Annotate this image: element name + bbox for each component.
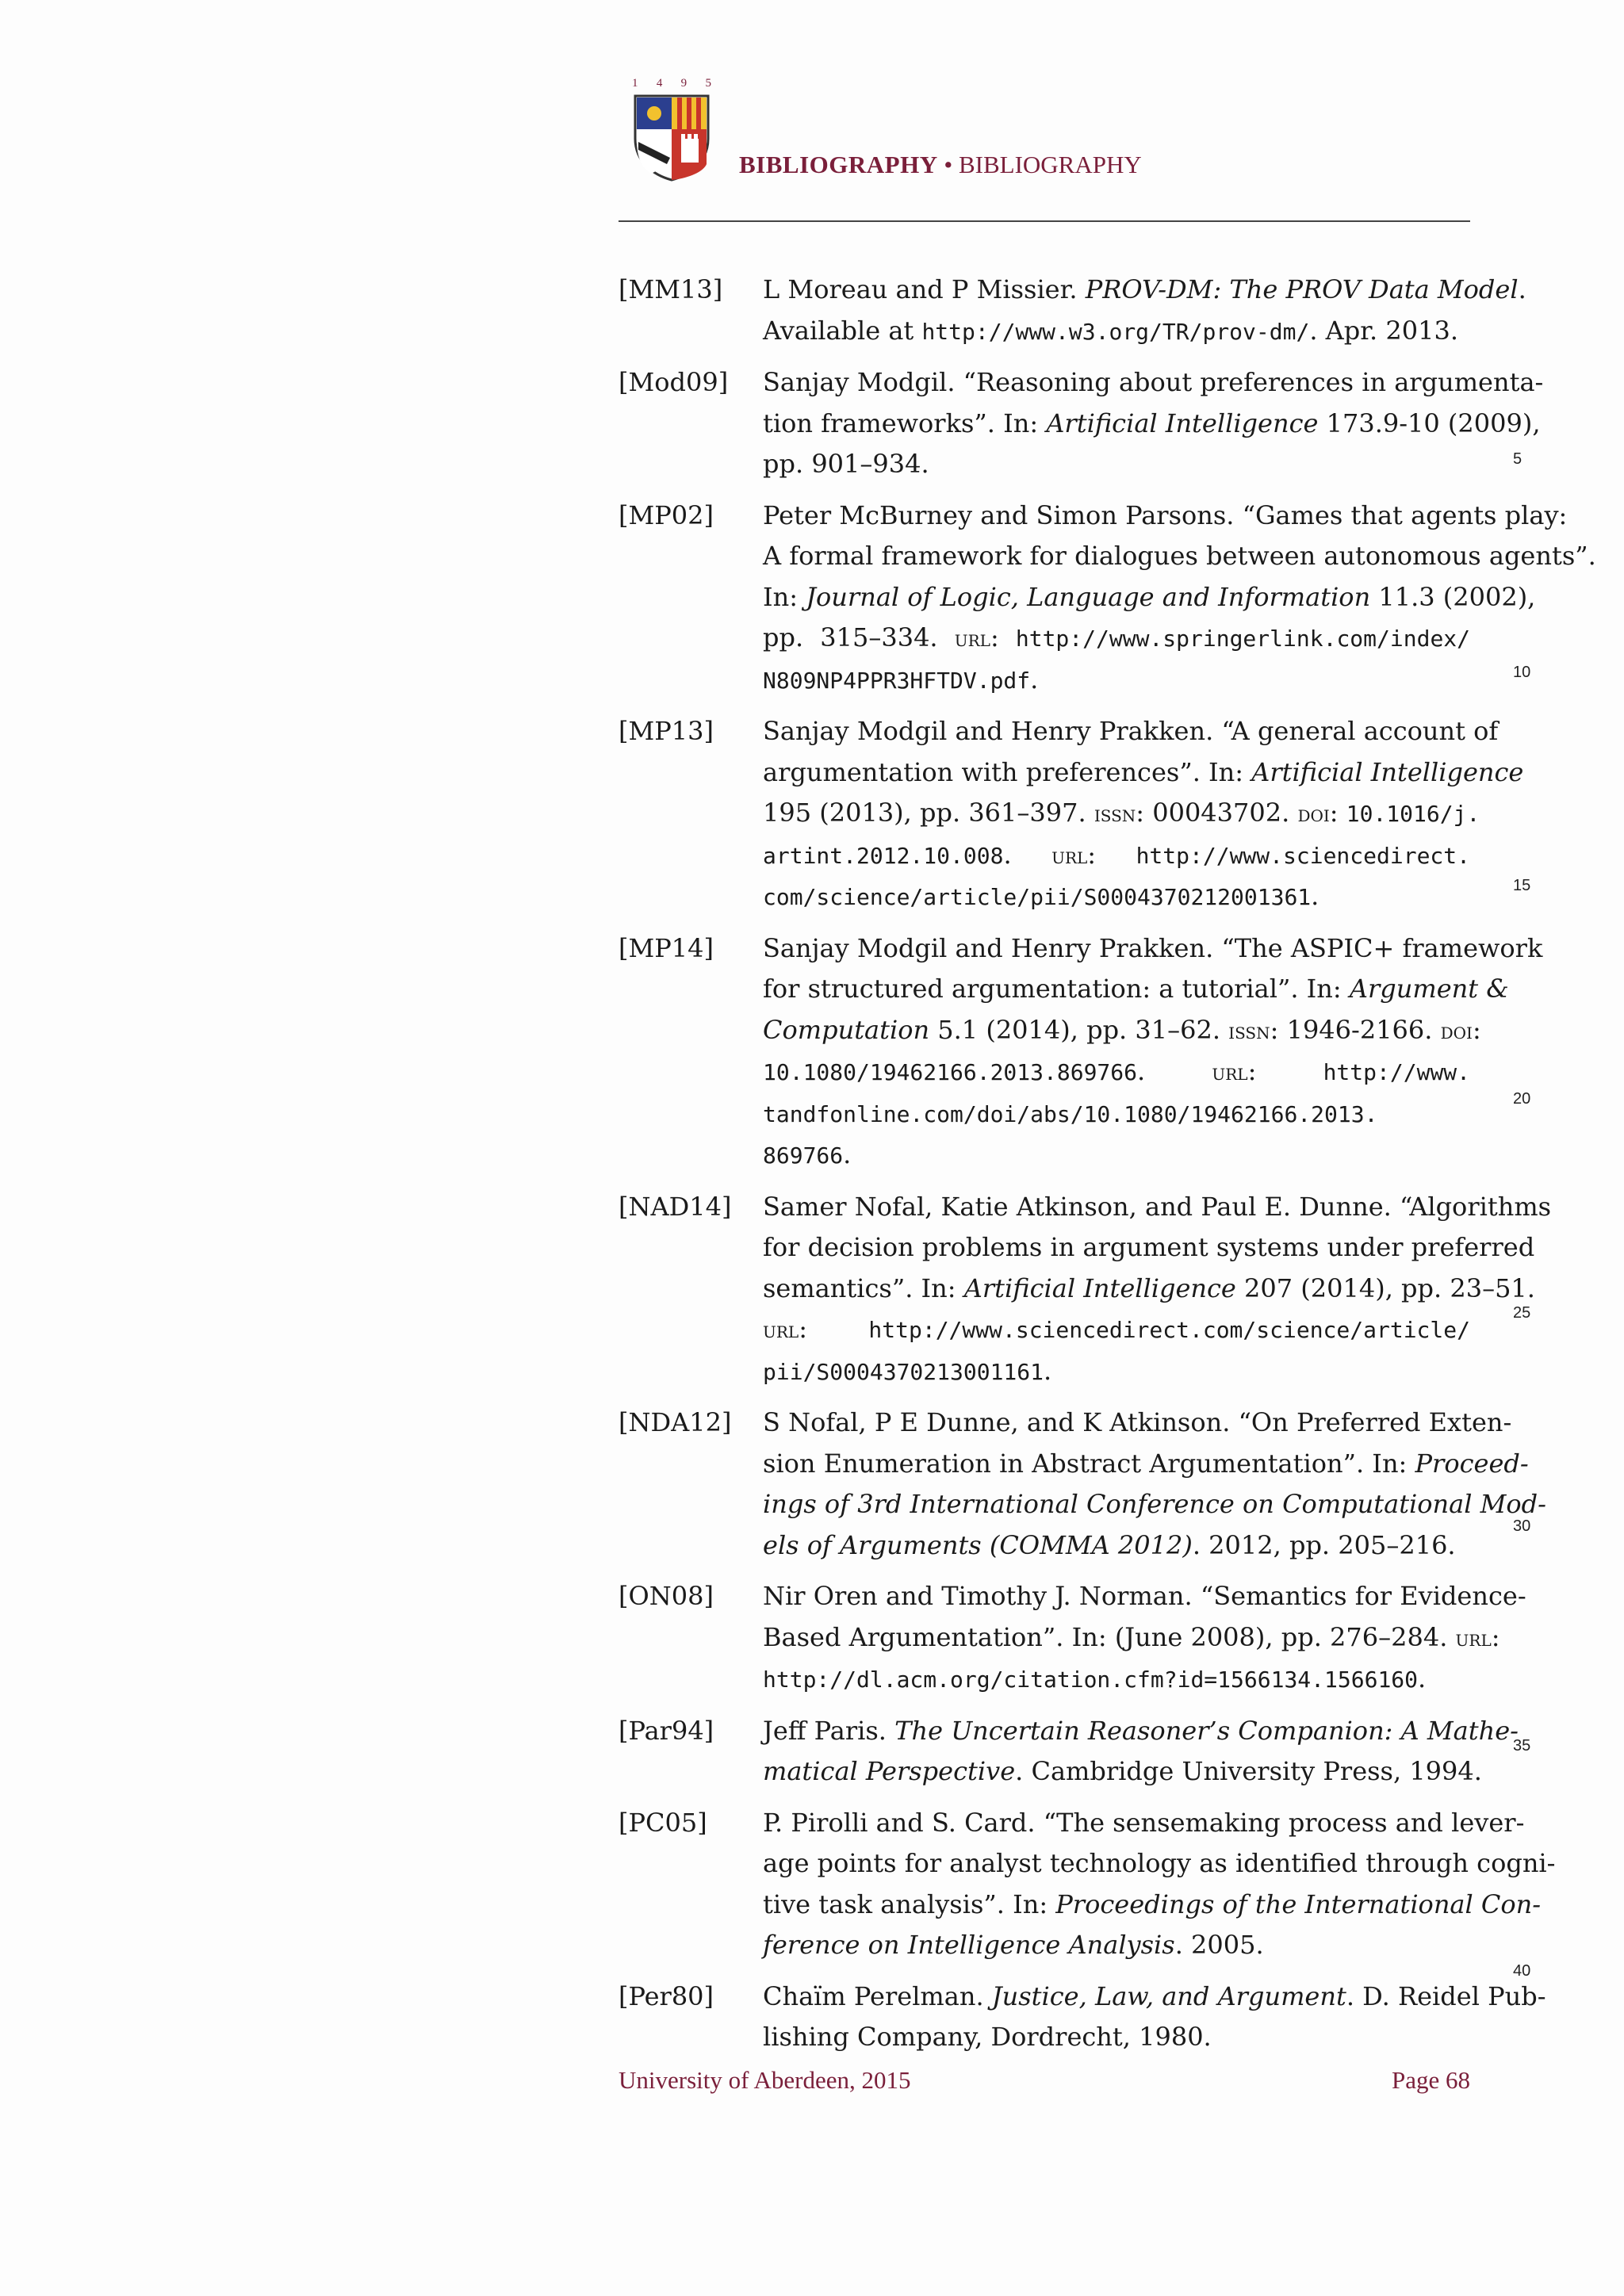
line-number: 5 bbox=[1513, 450, 1522, 468]
bib-text bbox=[763, 1803, 1556, 1966]
bib-line: argumentation with preferences”. In: Artificial Intelligence bbox=[763, 756, 1524, 787]
bib-line: N809NP4PPR3HFTDV.pdf. bbox=[763, 664, 1039, 695]
bib-line: ference on Intelligence Analysis. 2005. bbox=[763, 1930, 1264, 1960]
bib-line: http://dl.acm.org/citation.cfm?id=1566134.1566160. bbox=[763, 1663, 1427, 1693]
bib-entry bbox=[619, 270, 1526, 352]
bib-text bbox=[763, 1576, 1526, 1701]
bib-key: [Per80] bbox=[619, 1980, 714, 2011]
bib-key: [NDA12] bbox=[619, 1407, 732, 1437]
bib-line: lishing Company, Dordrecht, 1980. bbox=[763, 2022, 1212, 2052]
bib-line: els of Arguments (COMMA 2012). 2012, pp. 205–216. bbox=[763, 1529, 1456, 1560]
page-number: Page 68 bbox=[1391, 2066, 1470, 2094]
bib-text bbox=[763, 1976, 1546, 2058]
bib-line: Peter McBurney and Simon Parsons. “Games that agents play: bbox=[763, 499, 1568, 530]
line-number: 35 bbox=[1513, 1737, 1531, 1755]
bib-line: Nir Oren and Timothy J. Norman. “Semantics for Evidence- bbox=[763, 1581, 1526, 1611]
bib-line: Computation 5.1 (2014), pp. 31–62. issn: 1946-2166. doi: bbox=[763, 1014, 1481, 1045]
bib-line: 195 (2013), pp. 361–397. issn: 00043702. doi: 10.1016/j. bbox=[763, 798, 1480, 828]
bib-line: A formal framework for dialogues between autonomous agents”. bbox=[763, 541, 1596, 571]
bib-line: 869766. bbox=[763, 1139, 852, 1169]
line-number: 20 bbox=[1513, 1090, 1531, 1108]
bib-line: tandfonline.com/doi/abs/10.1080/19462166.2013. bbox=[763, 1100, 1378, 1127]
bib-line: S Nofal, P E Dunne, and K Atkinson. “On Preferred Exten- bbox=[763, 1407, 1512, 1437]
page-footer bbox=[619, 2066, 1470, 2095]
bib-text bbox=[763, 362, 1544, 485]
bib-line: Sanjay Modgil and Henry Prakken. “A general account of bbox=[763, 716, 1499, 746]
bib-line: ings of 3rd International Conference on Computational Mod- bbox=[763, 1489, 1546, 1519]
bib-line: url: http://www.sciencedirect.com/science/article/ bbox=[763, 1314, 1470, 1344]
bib-line: for structured argumentation: a tutorial”. In: Argument & bbox=[763, 974, 1509, 1004]
section-title-bold: BIBLIOGRAPHY bbox=[739, 151, 938, 178]
bib-text bbox=[763, 270, 1526, 352]
bib-key: [PC05] bbox=[619, 1807, 707, 1838]
bib-line: Samer Nofal, Katie Atkinson, and Paul E. Dunne. “Algorithms bbox=[763, 1191, 1552, 1222]
crest-shield-icon bbox=[632, 93, 711, 182]
bib-key: [Par94] bbox=[619, 1715, 714, 1746]
line-number: 15 bbox=[1513, 877, 1531, 894]
bib-line: Available at http://www.w3.org/TR/prov-dm/. Apr. 2013. bbox=[763, 315, 1458, 346]
bib-line: In: Journal of Logic, Language and Information 11.3 (2002), bbox=[763, 581, 1536, 612]
bib-entry bbox=[619, 1803, 1556, 1966]
bib-entry bbox=[619, 362, 1544, 485]
running-head bbox=[739, 151, 1142, 179]
bib-key: [MP02] bbox=[619, 499, 714, 530]
bib-line: Sanjay Modgil and Henry Prakken. “The ASPIC+ framework bbox=[763, 932, 1543, 963]
footer-institution: University of Aberdeen, 2015 bbox=[619, 2066, 911, 2094]
bib-line: Jeff Paris. The Uncertain Reasoner’s Companion: A Mathe- bbox=[763, 1715, 1519, 1746]
bib-text bbox=[763, 1711, 1519, 1793]
bib-entry bbox=[619, 1976, 1546, 2058]
bib-line: pp. 315–334. url: http://www.springerlink.com/index/ bbox=[763, 622, 1471, 652]
bib-key: [MP13] bbox=[619, 716, 714, 746]
bib-key: [NAD14] bbox=[619, 1191, 732, 1222]
bib-line: pii/S0004370213001161. bbox=[763, 1355, 1052, 1386]
bib-line: age points for analyst technology as identified through cogni- bbox=[763, 1848, 1556, 1878]
bib-line: tive task analysis”. In: Proceedings of the International Con- bbox=[763, 1888, 1542, 1919]
bib-line: Chaïm Perelman. Justice, Law, and Argument. D. Reidel Pub- bbox=[763, 1980, 1546, 2011]
bib-line: L Moreau and P Missier. PROV-DM: The PROV Data Model. bbox=[763, 274, 1526, 304]
bib-text bbox=[763, 928, 1543, 1177]
bib-line: Based Argumentation”. In: (June 2008), pp. 276–284. url: bbox=[763, 1621, 1500, 1652]
bib-line: 10.1080/19462166.2013.869766. url: http://www. bbox=[763, 1056, 1471, 1086]
bib-line: pp. 901–934. bbox=[763, 449, 929, 479]
line-number: 30 bbox=[1513, 1517, 1531, 1535]
bib-line: com/science/article/pii/S0004370212001361. bbox=[763, 881, 1320, 911]
line-number: 25 bbox=[1513, 1304, 1531, 1322]
line-number: 10 bbox=[1513, 664, 1531, 681]
bib-line: sion Enumeration in Abstract Argumentation”. In: Proceed- bbox=[763, 1448, 1529, 1479]
bib-entry bbox=[619, 1576, 1526, 1701]
bib-key: [Mod09] bbox=[619, 367, 729, 397]
bib-line: tion frameworks”. In: Artificial Intelligence 173.9-10 (2009), bbox=[763, 408, 1541, 438]
bib-entry bbox=[619, 928, 1543, 1177]
section-title: BIBLIOGRAPHY bbox=[958, 151, 1142, 178]
bib-entry bbox=[619, 1711, 1519, 1793]
bib-line: P. Pirolli and S. Card. “The sensemaking process and lever- bbox=[763, 1807, 1525, 1838]
bib-line: matical Perspective. Cambridge University Press, 1994. bbox=[763, 1756, 1482, 1786]
bib-line: for decision problems in argument systems under preferred bbox=[763, 1232, 1535, 1262]
line-number: 40 bbox=[1513, 1962, 1531, 1980]
bib-key: [MM13] bbox=[619, 274, 723, 304]
bib-line: semantics”. In: Artificial Intelligence 207 (2014), pp. 23–51. bbox=[763, 1272, 1535, 1303]
header-rule bbox=[619, 220, 1470, 222]
bib-key: [ON08] bbox=[619, 1581, 714, 1611]
bib-line: Sanjay Modgil. “Reasoning about preferences in argumenta- bbox=[763, 367, 1544, 397]
bib-key: [MP14] bbox=[619, 932, 714, 963]
bib-line: artint.2012.10.008. url: http://www.sciencedirect. bbox=[763, 839, 1470, 870]
university-crest bbox=[632, 77, 711, 182]
header-bullet: • bbox=[944, 151, 953, 178]
crest-year: 1 4 9 5 bbox=[632, 77, 711, 90]
